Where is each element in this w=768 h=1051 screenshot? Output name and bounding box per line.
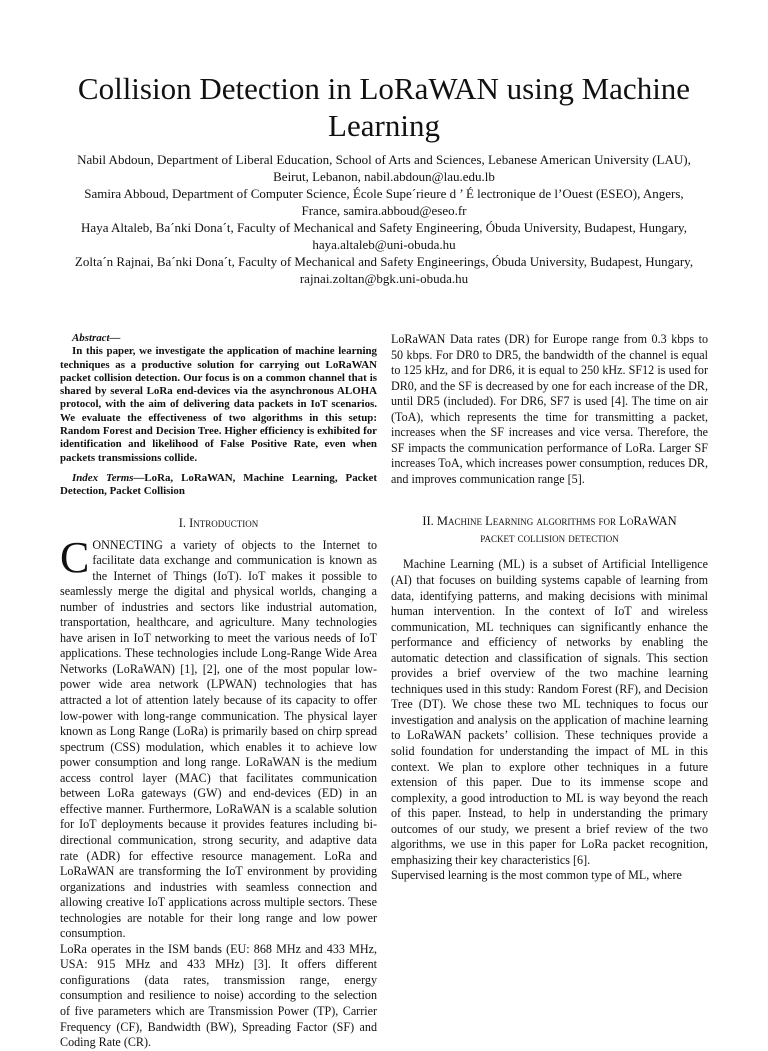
abstract-label: Abstract— — [72, 332, 121, 344]
section-2-heading-line-2: packet collision detection — [480, 531, 619, 546]
index-terms — [60, 472, 377, 499]
section-2-heading-line-1: II. Machine Learning algorithms for LoRaWAN — [422, 514, 677, 529]
intro-paragraph-3: LoRaWAN Data rates (DR) for Europe range from 0.3 kbps to 50 kbps. For DR0 to DR5, the bandwidth of the channel is equal to 125 kHz, and for DR6, it is equal to 250 kHz. SF12 is used for DR0, and the SF is decreased by one for each increase of the DR, until DR5 (included). For DR6, SF7 is used [4]. The time on air (ToA), which represents the time for transmitting a packet, increases when the SF increases and vice versa. Therefore, the SF impacts the communication performance of LoRa. Larger SF increases ToA, which increases power consumption, reduces DR, and improves communication range [5]. — [391, 332, 708, 486]
abstract — [60, 332, 377, 465]
drop-cap: C — [60, 532, 90, 582]
abstract-body: In this paper, we investigate the application of machine learning techniques as a productive solution for carrying out LoRaWAN packet collision detection. Our focus is on a common channel that is shared by several LoRa end-devices via the asynchronous ALOHA protocol, with the aim of delivering data packets in IoT scenarios. We evaluate the effectiveness of two algorithms in this setup: Random Forest and Decision Tree. Higher efficiency is exhibited for identification and likelihood of False Positive Rate, even when packets transmissions collide. — [60, 345, 377, 464]
author-2: Samira Abboud, Department of Computer Science, École Supe´rieure d ’ É lectronique de l’Ouest (ESEO), Angers, France, samira.abboud@eseo.fr — [84, 186, 684, 218]
paper-title: Collision Detection in LoRaWAN using Machine Learning — [77, 71, 691, 143]
author-block — [64, 151, 704, 287]
section-2-heading — [391, 513, 708, 547]
intro-paragraph-1 — [60, 532, 377, 942]
index-terms-label: Index Terms — [72, 471, 134, 484]
ml-paragraph-2: Supervised learning is the most common type of ML, where — [391, 868, 682, 883]
left-column — [60, 332, 377, 1051]
right-column — [391, 332, 708, 884]
author-1: Nabil Abdoun, Department of Liberal Education, School of Arts and Sciences, Lebanese American University (LAU), Beirut, Lebanon, nabil.abdoun@lau.edu.lb — [77, 152, 691, 184]
index-terms-body: —LoRa, LoRaWAN, Machine Learning, Packet Detection, Packet Collision — [60, 471, 378, 498]
intro-paragraph-2: LoRa operates in the ISM bands (EU: 868 MHz and 433 MHz, USA: 915 MHz and 433 MHz) [3]. It offers different configurations (data rates, transmission range, energy consumption and resilience to noise) according to the selection of five parameters which are Transmission Power (TP), Carrier Frequency (CF), Bandwidth (BW), Spreading Factor (SF) and Coding Rate (CR). — [60, 941, 377, 1050]
intro-paragraph-1-text: ONNECTING a variety of objects to the Internet to facilitate data exchange and communication is known as the Internet of Things (IoT). IoT makes it possible to seamlessly merge the digital and physical worlds, changing a number of industries and sectors like industrial automation, transportation, healthcare, and agriculture. Many technologies have arisen in IoT networking to meet the various needs of IoT applications. These technologies include Long-Range Wide Area Networks (LoRaWAN) [1], [2], one of the most popular low-power wide area network (LPWAN) technologies that has attracted a lot of attention lately because of its capacity to offer low-power with long-range communication. The physical layer known as Long Range (LoRa) is primarily based on chirp spread spectrum (CSS) modulation, which enables it to achieve low power consumption and long range. LoRaWAN is the medium access control layer (MAC) that facilitates communication between LoRa gateways (GW) and end-devices (ED) in an effective manner. Furthermore, LoRaWAN is a scalable solution for IoT deployments because it provides features including bi-directional communication, strong security, and adaptive data rate (ADR) for effective resource management. LoRa and LoRaWAN are transforming the IoT environment by providing organizations and industries with seamless connection and allowing creative IoT applications across multiple sectors. These technologies are notable for their long range and low power consumption. — [60, 537, 377, 941]
author-4: Zolta´n Rajnai, Ba´nki Dona´t, Faculty of Mechanical and Safety Engineerings, Óbuda University, Budapest, Hungary, rajnai.zoltan@bgk.uni-obuda.hu — [74, 254, 694, 286]
ml-paragraph-1: Machine Learning (ML) is a subset of Artificial Intelligence (AI) that focuses on building systems capable of learning from data, identifying patterns, and making decisions with minimal human intervention. In the context of IoT and wireless communication, ML techniques can significantly enhance the performance and efficiency of networks by enabling the automatic detection and classification of signals. This section provides a brief overview of the two machine learning techniques used in this study: Random Forest (RF), and Decision Tree (DT). We chose these two ML techniques to focus our investigation and analysis on the application of machine learning to LoRaWAN packets’ collision. These techniques provide a solid foundation for understanding the impact of ML in this context. We plan to explore other techniques in a future extension of this paper. Due to its immense scope and complexity, a good introduction to ML is way beyond the reach of this paper. Instead, to help in understanding the primary outcomes of our study, we present a brief review of the two algorithms, we use in this paper for LoRa packet recognition, emphasizing their key characteristics [6]. — [391, 557, 708, 867]
section-1-heading: I. Introduction — [178, 515, 259, 530]
author-3: Haya Altaleb, Ba´nki Dona´t, Faculty of Mechanical and Safety Engineering, Óbuda University, Budapest, Hungary, haya.altaleb@uni-obuda.hu — [81, 220, 687, 252]
